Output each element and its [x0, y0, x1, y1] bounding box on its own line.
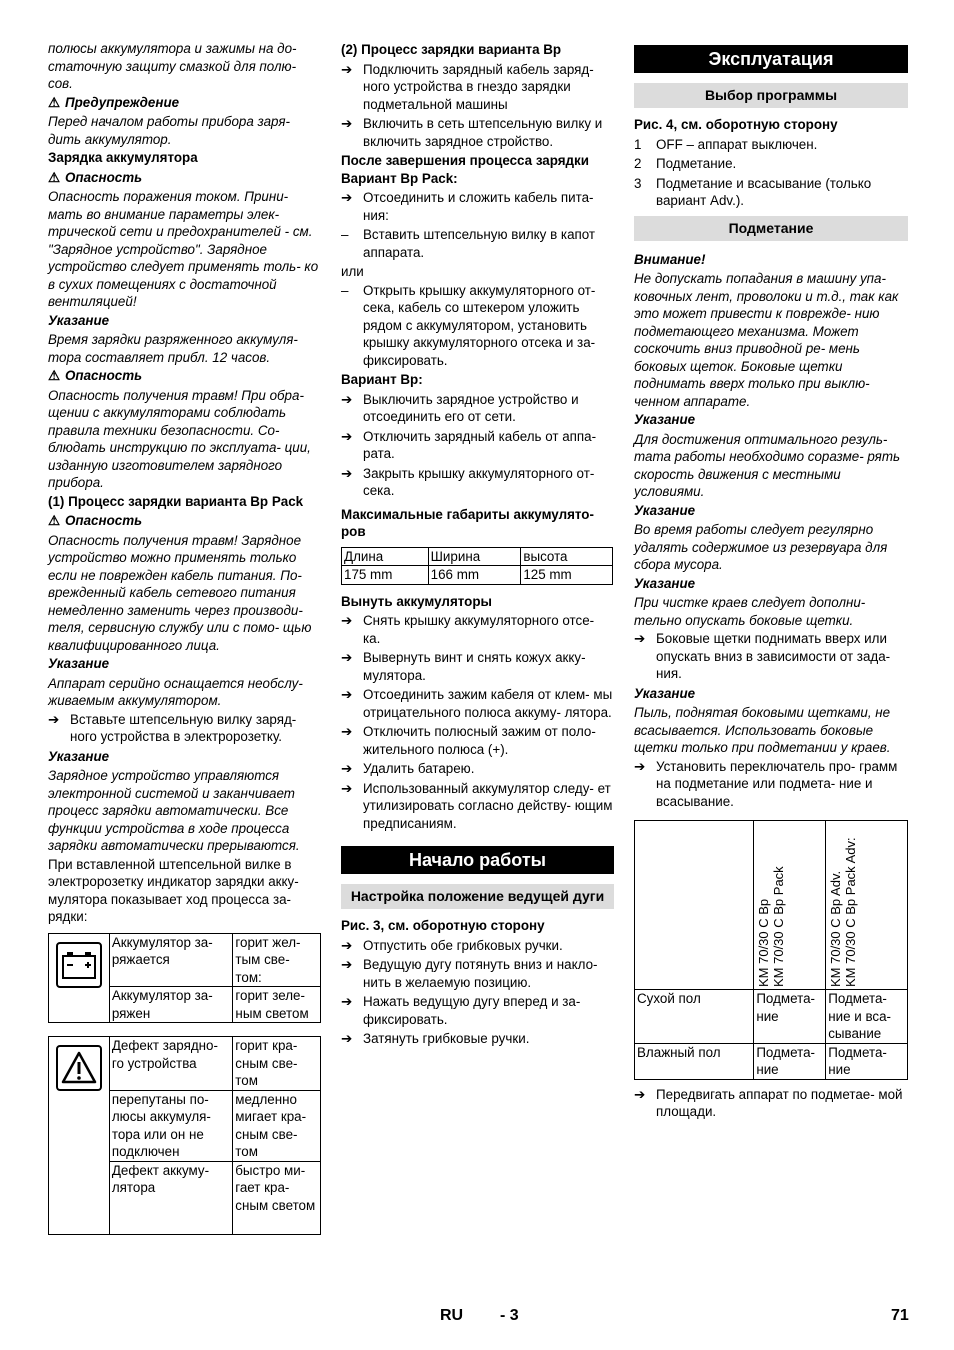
arrow-icon: ➔: [48, 711, 60, 727]
note-heading: Указание: [634, 502, 696, 518]
warning-heading: ⚠ Предупреждение: [48, 94, 180, 110]
danger-heading: ⚠ Опасность: [48, 169, 143, 185]
table-cell: медленно мигает кра- сным све- том: [233, 1090, 321, 1161]
list-item: ➔ Затянуть грибковые ручки.: [341, 1031, 530, 1046]
column-middle: [341, 40, 614, 1050]
table-cell: 125 mm: [521, 566, 613, 585]
arrow-icon: ➔: [341, 937, 353, 953]
process1-heading: (1) Процесс зарядки варианта Bp Pack: [48, 493, 304, 509]
note-text: Аппарат серийно оснащается необслу- живаемым аккумулятором.: [48, 675, 303, 708]
danger-heading: ⚠ Опасность: [48, 513, 143, 528]
note-heading: Указание: [48, 656, 110, 671]
arrow-icon: ➔: [341, 687, 353, 702]
table-cell: Дефект аккуму- лятора: [109, 1161, 232, 1234]
danger-text: Опасность получения травм! Зарядное устройство можно применять только если не поврежден кабель питания. По- врежденный кабель сетевого питания немедленно заменить через производи- теля, сервисную службу или с помо- щью квалифицированного лица.: [48, 532, 312, 653]
table-cell: горит жел- тым све- том:: [233, 933, 321, 987]
arrow-icon: ➔: [341, 190, 353, 205]
note-heading: Указание: [634, 575, 696, 591]
intro-text: полюсы аккумулятора и зажимы на до- статочную защиту смазкой для полю- сов.: [48, 41, 297, 91]
table-cell: 166 mm: [428, 566, 521, 585]
warning-triangle-icon: ⚠: [48, 94, 61, 110]
note-text: Во время работы следует регулярно удалять содержимое из резервуара для сбора мусора.: [634, 522, 888, 572]
list-item: ➔ Боковые щетки поднимать вверх или опускать вниз в зависимости от зада- ния.: [634, 631, 891, 681]
table-cell: перепутаны по- люсы аккумуля- тора или он не подключен: [109, 1090, 232, 1161]
arrow-icon: ➔: [634, 631, 646, 646]
arrow-icon: ➔: [341, 1031, 353, 1046]
after-charging-heading: После завершения процесса зарядки Вариант Bp Pack:: [341, 153, 589, 186]
arrow-icon: ➔: [341, 116, 353, 131]
list-item: – Открыть крышку аккумуляторного от- сека, кабель со штекером уложить рядом с аккумулятором, установить крышку аккумуляторного отсека и за- фиксировать.: [341, 282, 596, 368]
note-text: Время зарядки разряженного аккумуля- тора составляет прибл. 12 часов.: [48, 332, 298, 365]
attention-heading: Внимание!: [634, 251, 706, 267]
warning-icon-cell: [49, 1037, 110, 1235]
table-cell: Аккумулятор за- ряжается: [109, 933, 233, 987]
table-header: Длина: [342, 547, 429, 566]
subsection-title-program: Выбор программы: [634, 83, 908, 108]
list-item: 1 OFF – аппарат выключен.: [634, 136, 818, 152]
note-text: Зарядное устройство управляются электронной системой и заканчивает процесс зарядки автоматически. Все функции устройства в ходе процесса зарядки автоматически прерываются.: [48, 768, 300, 853]
note-text: Пыль, поднятая боковыми щетками, не всасывается. Использовать боковые щетки только при подметании у краев.: [634, 705, 891, 755]
list-item: ➔ Нажать ведущую дугу вперед и за- фиксировать.: [341, 994, 581, 1027]
table-cell: Влажный пол: [635, 1043, 754, 1079]
danger-heading: ⚠ Опасность: [48, 368, 143, 383]
list-item: – Вставить штепсельную вилку в капот аппарата.: [341, 227, 596, 260]
remove-batteries-heading: Вынуть аккумуляторы: [341, 593, 492, 609]
subsection-title-setting: Настройка положение ведущей дуги: [341, 884, 614, 909]
note-heading: Указание: [634, 685, 696, 701]
note-text: Для достижения оптимального резуль- тата работы необходимо соразме- рять скорость движения с местными условиями.: [634, 431, 901, 499]
list-item: ➔ Отключить полюсный зажим от поло- жительного полюса (+).: [341, 724, 596, 757]
column-right: [634, 40, 908, 1123]
list-item: ➔ Установить переключатель про- грамм на подметание или подмета- ние и всасывание.: [634, 758, 898, 809]
arrow-icon: ➔: [341, 957, 353, 972]
table-cell: Аккумулятор за- ряжен: [109, 987, 233, 1023]
list-item: ➔ Удалить батарею.: [341, 761, 475, 776]
list-item: ➔ Передвигать аппарат по подметае- мой площади.: [634, 1086, 903, 1119]
attention-text: Не допускать попадания в машину упа- ковочных лент, проволоки и т.д., так как это может привести к поврежде- нию подметающего механизма. Может соскочить вниз приводной ре- мень боковых щеток. Боковые щетки поднимать вверх только при выклю- ченном аппарате.: [634, 271, 899, 409]
list-item: ➔ Подключить зарядный кабель заряд- ного устройства в гнездо зарядки подметальной машины: [341, 61, 594, 112]
list-item: ➔ Снять крышку аккумуляторного отсе- ка.: [341, 613, 595, 646]
danger-text: Опасность получения травм! При обра- щении с аккумуляторами соблюдать правила техники безопасности. Со- блюдать инструкцию по эксплуата- ции, изданную изготовителем зарядного прибора.: [48, 387, 311, 490]
section-title-operation: Эксплуатация: [634, 45, 908, 73]
table-cell: быстро ми- гает кра- сным светом: [233, 1161, 321, 1234]
arrow-icon: ➔: [341, 650, 353, 665]
column-left: [48, 40, 321, 1235]
table-cell: горит кра- сным све- том: [233, 1037, 321, 1091]
arrow-icon: ➔: [634, 1086, 646, 1102]
note-heading: Указание: [634, 412, 696, 427]
table-header-empty: [635, 821, 754, 990]
table-cell: Дефект зарядно- го устройства: [109, 1037, 232, 1091]
charge-status-table: [48, 933, 321, 1024]
body-text: При вставленной штепсельной вилке в электророзетку индикатор зарядки акку- мулятора показывает ход процесса за- рядки:: [48, 856, 299, 924]
list-item: ➔ Отпустить обе грибковых ручки.: [341, 937, 563, 953]
footer-local-page: - 3: [500, 1307, 519, 1324]
battery-icon: [56, 942, 102, 988]
figure-reference: Рис. 3, см. оборотную сторону: [341, 918, 545, 933]
process2-heading: (2) Процесс зарядки варианта Bp: [341, 42, 562, 57]
footer-page-number: 71: [891, 1307, 909, 1324]
list-item: ➔ Ведущую дугу потянуть вниз и накло- нить в желаемую позицию.: [341, 957, 598, 990]
dimensions-heading: Максимальные габариты аккумулято- ров: [341, 506, 594, 539]
warning-triangle-icon: ⚠: [48, 169, 61, 185]
fault-status-table: [48, 1036, 321, 1235]
warning-triangle-icon: [56, 1045, 102, 1091]
charging-heading: Зарядка аккумулятора: [48, 150, 198, 165]
arrow-icon: ➔: [341, 465, 353, 481]
list-item: ➔ Включить в сеть штепсельную вилку и включить зарядное стройство.: [341, 116, 603, 149]
table-cell: Подмета- ние и вса- сывание: [826, 990, 908, 1044]
list-item: 3 Подметание и всасывание (только вариант Adv.).: [634, 175, 872, 208]
section-title-start: Начало работы: [341, 846, 614, 874]
list-item: ➔ Выключить зарядное устройство и отсоединить его от сети.: [341, 391, 579, 424]
arrow-icon: ➔: [341, 391, 353, 407]
list-item: ➔ Вставьте штепсельную вилку заряд- ного устройства в электророзетку.: [48, 711, 297, 744]
list-item: ➔ Отсоединить зажим кабеля от клем- мы отрицательного полюса аккуму- лятора.: [341, 687, 613, 720]
arrow-icon: ➔: [634, 758, 646, 774]
table-cell: 175 mm: [342, 566, 429, 585]
footer-language: RU: [440, 1307, 464, 1324]
table-header: высота: [521, 547, 613, 566]
list-item: ➔ Отсоединить и сложить кабель пита- ния:: [341, 190, 594, 223]
list-item: ➔ Использованный аккумулятор следу- ет утилизировать согласно действу- ющим предписаниям.: [341, 780, 613, 831]
table-cell: Подмета- ние: [754, 1043, 826, 1079]
list-item: ➔ Вывернуть винт и снять кожух акку- мулятора.: [341, 650, 586, 683]
warning-triangle-icon: ⚠: [48, 513, 61, 528]
variant-bp-heading: Вариант Bp:: [341, 372, 423, 387]
table-cell: Подмета- ние: [826, 1043, 908, 1079]
note-heading: Указание: [48, 312, 110, 328]
arrow-icon: ➔: [341, 780, 353, 796]
danger-text: Опасность поражения током. Прини- мать во внимание параметры элек- трической сети и предохранителей - см. "Зарядное устройство". Зарядное устройство следует применять толь- ко в сухих помещениях с достаточной вентиляцией!: [48, 189, 319, 309]
arrow-icon: ➔: [341, 428, 353, 444]
arrow-icon: ➔: [341, 61, 353, 77]
subsection-title-sweeping: Подметание: [634, 216, 908, 241]
table-header: KM 70/30 C Bp KM 70/30 C Bp Pack: [754, 821, 826, 990]
note-text: При чистке краев следует дополни- тельно опускать боковые щетки.: [634, 595, 866, 628]
warning-triangle-icon: ⚠: [48, 368, 61, 383]
table-cell: горит зеле- ным светом: [233, 987, 321, 1023]
table-cell: Сухой пол: [635, 990, 754, 1044]
or-text: или: [341, 264, 364, 279]
battery-icon-cell: [49, 933, 110, 1023]
arrow-icon: ➔: [341, 994, 353, 1009]
note-heading: Указание: [48, 748, 110, 764]
arrow-icon: ➔: [341, 724, 353, 739]
list-item: ➔ Отключить зарядный кабель от аппа- рата.: [341, 428, 597, 461]
arrow-icon: ➔: [341, 761, 353, 776]
table-cell: Подмета- ние: [754, 990, 826, 1044]
program-table: [634, 820, 908, 1080]
figure-reference: Рис. 4, см. оборотную сторону: [634, 117, 838, 132]
list-item: 2 Подметание.: [634, 156, 737, 171]
arrow-icon: ➔: [341, 613, 353, 628]
dimensions-table: [341, 547, 613, 585]
table-header: KM 70/30 C Bp Adv. KM 70/30 C Bp Pack Adv:: [826, 821, 908, 990]
list-item: ➔ Закрыть крышку аккумуляторного от- сека.: [341, 465, 595, 498]
table-header: Ширина: [428, 547, 521, 566]
warning-text: Перед началом работы прибора заря- дить аккумулятор.: [48, 114, 290, 147]
